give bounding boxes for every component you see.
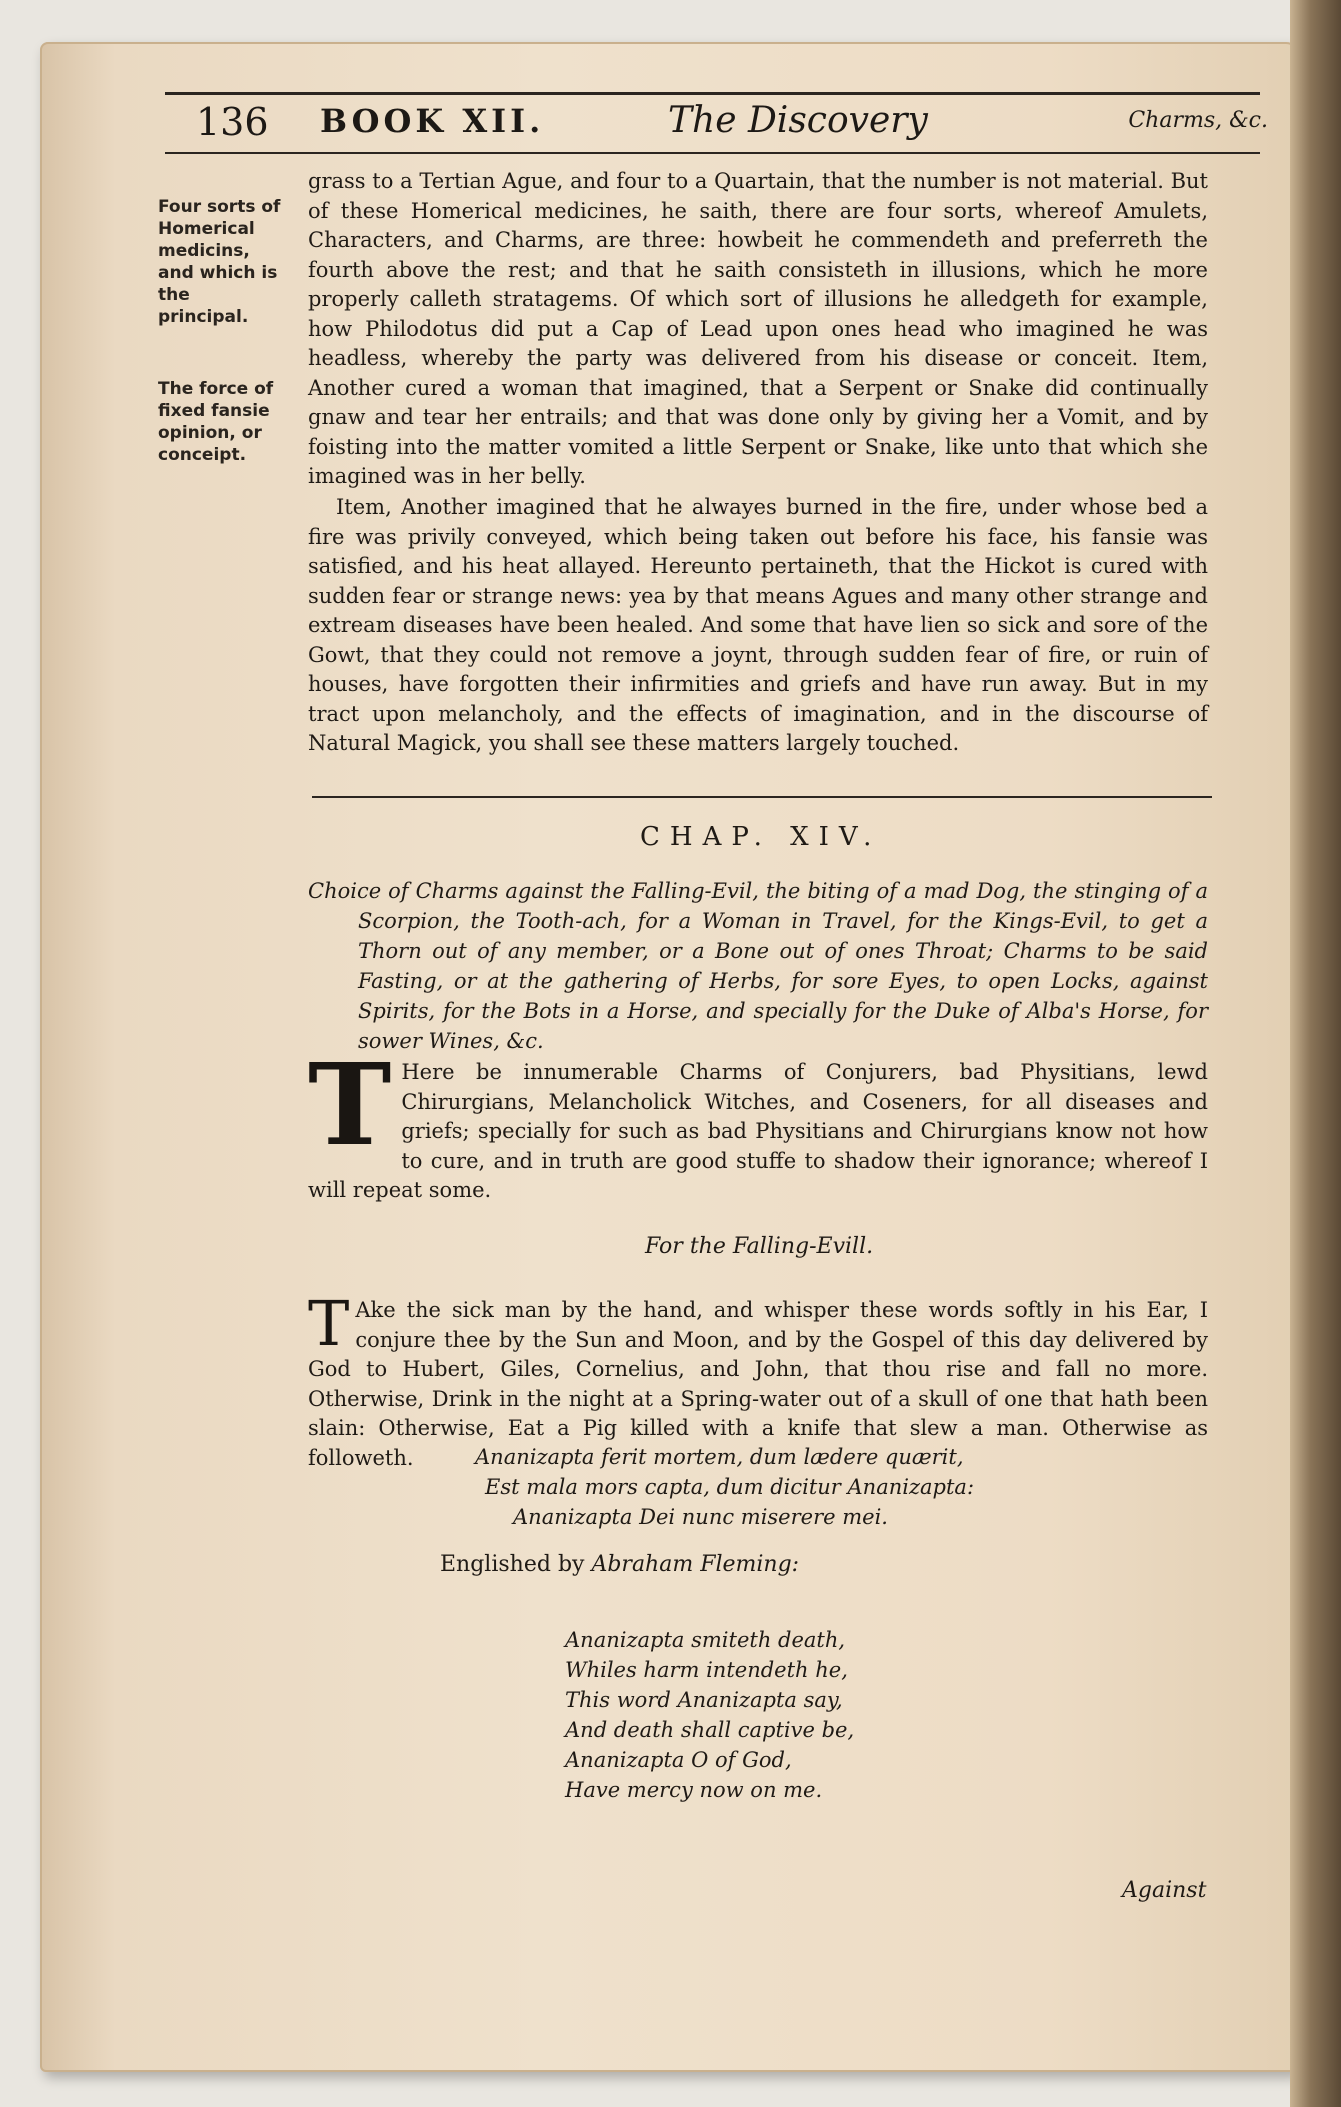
englished-by-label: Englished by xyxy=(440,1552,585,1577)
latin-verse-line: Est mala mors capta, dum dicitur Ananizapta: xyxy=(485,1475,975,1499)
latin-verse xyxy=(475,1442,974,1532)
english-verse-line: This word Ananizapta say, xyxy=(565,1688,843,1712)
english-verse xyxy=(565,1625,854,1805)
chapter-summary: Choice of Charms against the Falling-Evil, the biting of a mad Dog, the stinging of a Scorpion, the Tooth-ach, for a Woman in Travel, for the Kings-Evil, to get a Thorn out of any member, or a Bone out of ones Throat; Charms to be said Fasting, or at the gathering of Herbs, for sore Eyes, to open Locks, against Spirits, for the Bots in a Horse, and specially for the Duke of Alba's Horse, for sower Wines, &c. xyxy=(308,879,1208,1053)
chapter-rule xyxy=(312,796,1212,798)
section-label: Charms, &c. xyxy=(1128,108,1268,133)
english-verse-line: Have mercy now on me. xyxy=(565,1778,823,1802)
header-top-rule xyxy=(165,92,1260,95)
drop-cap: T xyxy=(308,1040,392,1171)
book-label: BOOK XII. xyxy=(320,102,545,140)
header-bottom-rule xyxy=(165,152,1260,154)
paragraph-item: Item, Another imagined that he alwayes burned in the fire, under whose bed a fire was privily conveyed, which being taken out before his face, his fansie was satisfied, and his heat allayed. Hereunto pertaineth, that the Hickot is cured with sudden fear or strange news: yea by that means Agues and many other strange and extream diseases have been healed. And some that have lien so sick and sore of the Gowt, that they could not remove a joynt, through sudden fear of fire, or ruin of houses, have forgotten their infirmities and griefs and have run away. But in my tract upon melancholy, and the effects of imagination, and in the discourse of Natural Magick, you shall see these matters largely touched. xyxy=(308,495,1208,755)
english-verse-line: And death shall captive be, xyxy=(565,1718,855,1742)
running-header xyxy=(160,98,1268,148)
drop-cap-small: T xyxy=(308,1287,350,1360)
paragraph-homerical: grass to a Tertian Ague, and four to a Quartain, that the number is not material. But of these Homerical medicines, he saith, there are four sorts, whereof Amulets, Characters, and Charms, are three: howbeit he commendeth and preferreth the fourth above the rest; and that he saith consisteth in illusions, which he more properly calleth stratagems. Of which sort of illusions he alledgeth for example, how Philodotus did put a Cap of Lead upon ones head who imagined he was headless, whereby the party was delivered from his disease or conceit. Item, Another cured a woman that imagined, that a Serpent or Snake did continually gnaw and tear her entrails; and that was done only by giving her a Vomit, and by foisting into the matter vomited a little Serpent or Snake, like unto that which she imagined was in her belly. xyxy=(308,169,1208,488)
margin-note-homerical: Four sorts of Homerical medicins, and which is the principal. xyxy=(158,197,281,327)
chapter-intro xyxy=(308,1040,1208,1206)
translator-name: Abraham Fleming: xyxy=(591,1552,800,1577)
english-verse-line: Ananizapta smiteth death, xyxy=(565,1628,846,1652)
subheading-falling-evil: For the Falling-Evill. xyxy=(645,1234,874,1259)
margin-note-fansie: The force of fixed fansie opinion, or conceipt. xyxy=(158,379,274,465)
english-verse-line: Ananizapta O of God, xyxy=(565,1748,792,1772)
chapter-intro-text: Here be innumerable Charms of Conjurers, bad Physitians, lewd Chirurgians, Melancholick Witches, and Coseners, for all diseases and griefs; specially for such as bad Physitians and Chirurgians know not how to cure, and in truth are good stuffe to shadow their ignorance; whereof I will repeat some. xyxy=(308,1060,1208,1202)
running-title: The Discovery xyxy=(668,100,928,141)
catchword: Against xyxy=(1122,1878,1207,1903)
latin-verse-line: Ananizapta ferit mortem, dum lædere quærit, xyxy=(475,1445,964,1469)
page-number: 136 xyxy=(196,100,269,144)
page-edge xyxy=(1290,0,1341,2107)
english-attribution xyxy=(440,1552,799,1577)
english-verse-line: Whiles harm intendeth he, xyxy=(565,1658,848,1682)
latin-verse-line: Ananizapta Dei nunc miserere mei. xyxy=(513,1505,888,1529)
charm-text: Ake the sick man by the hand, and whisper these words softly in his Ear, I conjure thee by the Sun and Moon, and by the Gospel of this day delivered by God to Hubert, Giles, Cornelius, and John, that thou rise and fall no more. Otherwise, Drink in the night at a Spring-water out of a skull of one that hath been slain: Otherwise, Eat a Pig killed with a knife that slew a man. Otherwise as followeth. xyxy=(308,1298,1208,1470)
chapter-heading: CHAP. XIV. xyxy=(640,822,882,852)
